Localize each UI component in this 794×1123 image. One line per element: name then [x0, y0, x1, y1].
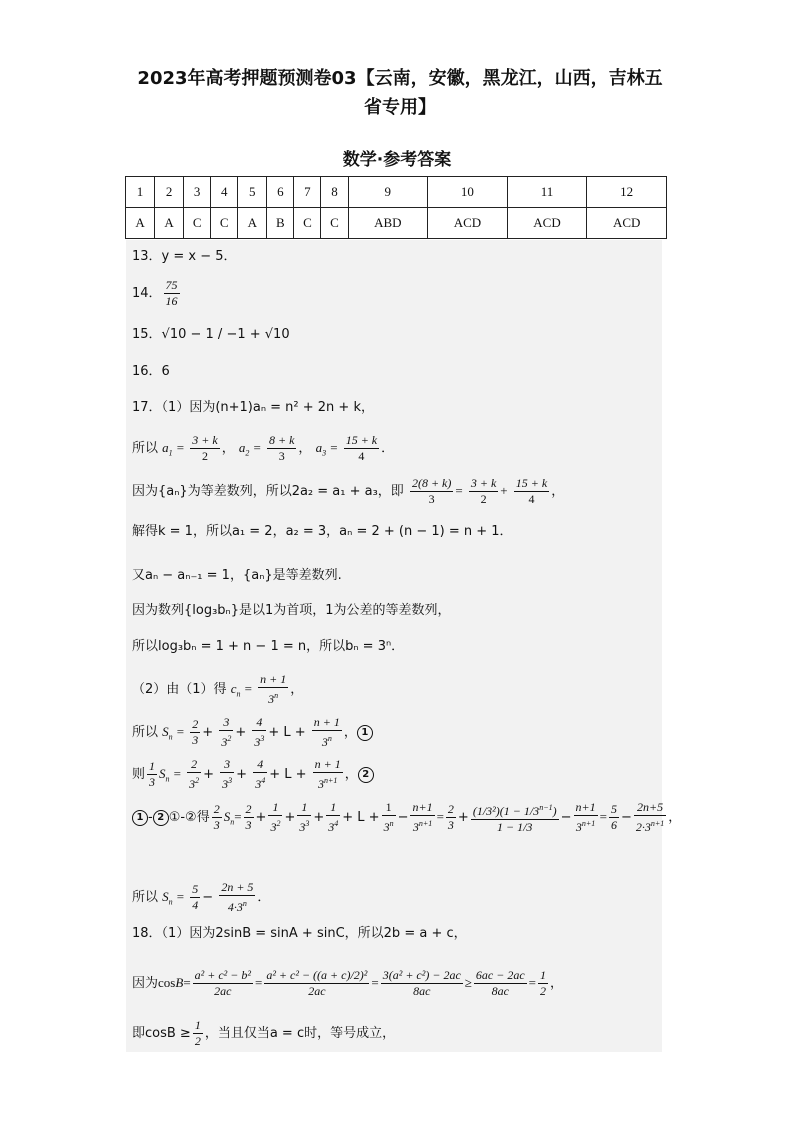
- answer-14-fraction: [164, 278, 180, 309]
- answer-17-line-2-prefix: 所以: [132, 441, 159, 456]
- question-number-cell: 2: [155, 177, 184, 208]
- answer-cell: ACD: [587, 208, 667, 239]
- question-number-cell: 11: [507, 177, 587, 208]
- answer-17-line-8: （2）由（1）得 $c_n$ = $\frac{n + 1}{3^n}$ ，: [132, 672, 304, 706]
- question-number-cell: 10: [428, 177, 508, 208]
- answer-cell: ACD: [428, 208, 508, 239]
- answer-cell: C: [211, 208, 238, 239]
- answer-17-line-8-prefix: （2）由（1）得: [132, 682, 227, 697]
- answer-18-line-2: 因为cosB= $\frac{\text{a² + c² − b²}}{2ac}$ = $\frac{\text{a² + c² − ((a + c)/2)²}}{2ac}$ = $\frac{\text{3(a² + c²) − 2ac}}{8ac}$ ≥ $\frac{6ac - 2ac}{8ac}$ = $\frac{1}{2}$ ，: [132, 968, 564, 998]
- answer-17-line-3: 因为{aₙ}为等差数列，所以2a₂ = a₁ + a₃，即 $\frac{2(8 + k)}{3}$ = $\frac{3 + k}{2}$ + $\frac{15 + k}{4}$ ，: [132, 476, 565, 506]
- question-number-cell: 3: [184, 177, 211, 208]
- answer-17-line-2: 所以 $a_1$ = $\frac{3 + k}{2}$ ， $a_2$ = $\frac{8 + k}{3}$ ， $a_3$ = $\frac{15 + k}{4}$ ．: [132, 433, 395, 463]
- answer-18-line-2-prefix: 因为: [132, 976, 159, 991]
- answer-17-line-10-prefix: 则: [132, 767, 146, 782]
- circled-two-marker: 2: [358, 767, 374, 783]
- answer-17-line-1: 17．（1）因为(n+1)aₙ = n² + 2n + k，: [132, 400, 374, 415]
- answer-cell: C: [294, 208, 321, 239]
- answer-cell: A: [126, 208, 155, 239]
- answer-cell: A: [238, 208, 267, 239]
- answer-17-line-12-prefix: 所以: [132, 890, 159, 905]
- answer-cell: ABD: [348, 208, 428, 239]
- answer-17-line-9: 所以 $S_n$ = $\frac{2}{3}$ + $\frac{3}{3^2}$ + $\frac{4}{3^3}$ + L + $\frac{n + 1}{3^n}$ ， 1: [132, 715, 373, 750]
- answer-13: 13．y = x − 5．: [132, 249, 237, 264]
- question-number-cell: 1: [126, 177, 155, 208]
- answer-17-line-12: 所以 $S_n$ = $\frac{5}{4}$ − $\frac{2n + 5}{4\cdot 3^n}$ ．: [132, 880, 271, 914]
- answer-17-line-9-prefix: 所以: [132, 725, 159, 740]
- answer-17-line-11: 1 - 2 ①-②得 $\frac{2}{3}$ $S_n=$ $\frac{2}{3}$ + $\frac{1}{3^2}$ + $\frac{1}{3^3}$ + $\frac{1}{3^4}$ + L + $\frac{1}{3^n}$ − $\frac{n+1}{3^{n+1}}$ = $\frac{2}{3}$ + $\frac{(1/3^2)(1 - 1/3^{n-1})}{1 - 1/3}$ − $\frac{n+1}{3^{n+1}}$ = $\frac{5}{6}$ − $\frac{2n+5}{2\cdot 3^{n+1}}$ ，: [132, 800, 681, 835]
- answer-17-line-3-text: 因为{aₙ}为等差数列，所以2a₂ = a₁ + a₃，即: [132, 484, 404, 499]
- answer-cell: ACD: [507, 208, 587, 239]
- answer-cell: C: [184, 208, 211, 239]
- answer-17-line-5: 又aₙ − aₙ₋₁ = 1，{aₙ}是等差数列.: [132, 568, 342, 583]
- answer-18-line-3: 即cosB ≥ $\frac{1}{2}$ ，当且仅当a = c时，等号成立，: [132, 1018, 396, 1048]
- answer-cell: B: [267, 208, 294, 239]
- answer-cell: C: [321, 208, 348, 239]
- answer-18-line-3-prefix: 即cosB ≥: [132, 1026, 191, 1041]
- answer-16: 16．6: [132, 364, 170, 379]
- circled-one-marker: 1: [357, 725, 373, 741]
- answer-cell: A: [155, 208, 184, 239]
- answer-15: 15．√10 − 1 / −1 + √10: [132, 327, 290, 342]
- answer-table-number-row: [126, 177, 667, 208]
- answer-17-line-7: 所以log₃bₙ = 1 + n − 1 = n，所以bₙ = 3ⁿ．: [132, 639, 405, 654]
- question-number-cell: 7: [294, 177, 321, 208]
- answer-14-denominator: 16: [165, 294, 178, 308]
- question-number-cell: 4: [211, 177, 238, 208]
- answer-17-line-4: 解得k = 1，所以a₁ = 2，a₂ = 3，aₙ = 2 + (n − 1) = n + 1．: [132, 524, 513, 539]
- page-title: 2023年高考押题预测卷03【云南，安徽，黑龙江，山西，吉林五省专用】: [137, 68, 663, 118]
- answer-14: [132, 278, 182, 309]
- question-number-cell: 9: [348, 177, 428, 208]
- question-number-cell: 12: [587, 177, 667, 208]
- answer-table: [125, 176, 667, 239]
- answer-18-line-1: 18．（1）因为2sinB = sinA + sinC，所以2b = a + c，: [132, 926, 467, 941]
- answer-17-line-6: 因为数列{log₃bₙ}是以1为首项，1为公差的等差数列，: [132, 603, 451, 618]
- question-number-cell: 8: [321, 177, 348, 208]
- answer-table-answer-row: [126, 208, 667, 239]
- answer-18-line-3-suffix: ，当且仅当a = c时，等号成立，: [204, 1026, 396, 1041]
- answer-17-line-10: 则 $\frac{1}{3}$ $S_n$ = $\frac{2}{3^2}$ + $\frac{3}{3^3}$ + $\frac{4}{3^4}$ + L + $\frac{n + 1}{3^{n+1}}$ ， 2: [132, 757, 374, 792]
- answer-14-numerator: 75: [165, 278, 178, 292]
- answer-17-line-11-prefix: ①-②得: [168, 810, 210, 825]
- question-number-cell: 5: [238, 177, 267, 208]
- answer-14-label: 14．: [132, 286, 162, 301]
- page-subtitle: 数学·参考答案: [342, 150, 452, 170]
- question-number-cell: 6: [267, 177, 294, 208]
